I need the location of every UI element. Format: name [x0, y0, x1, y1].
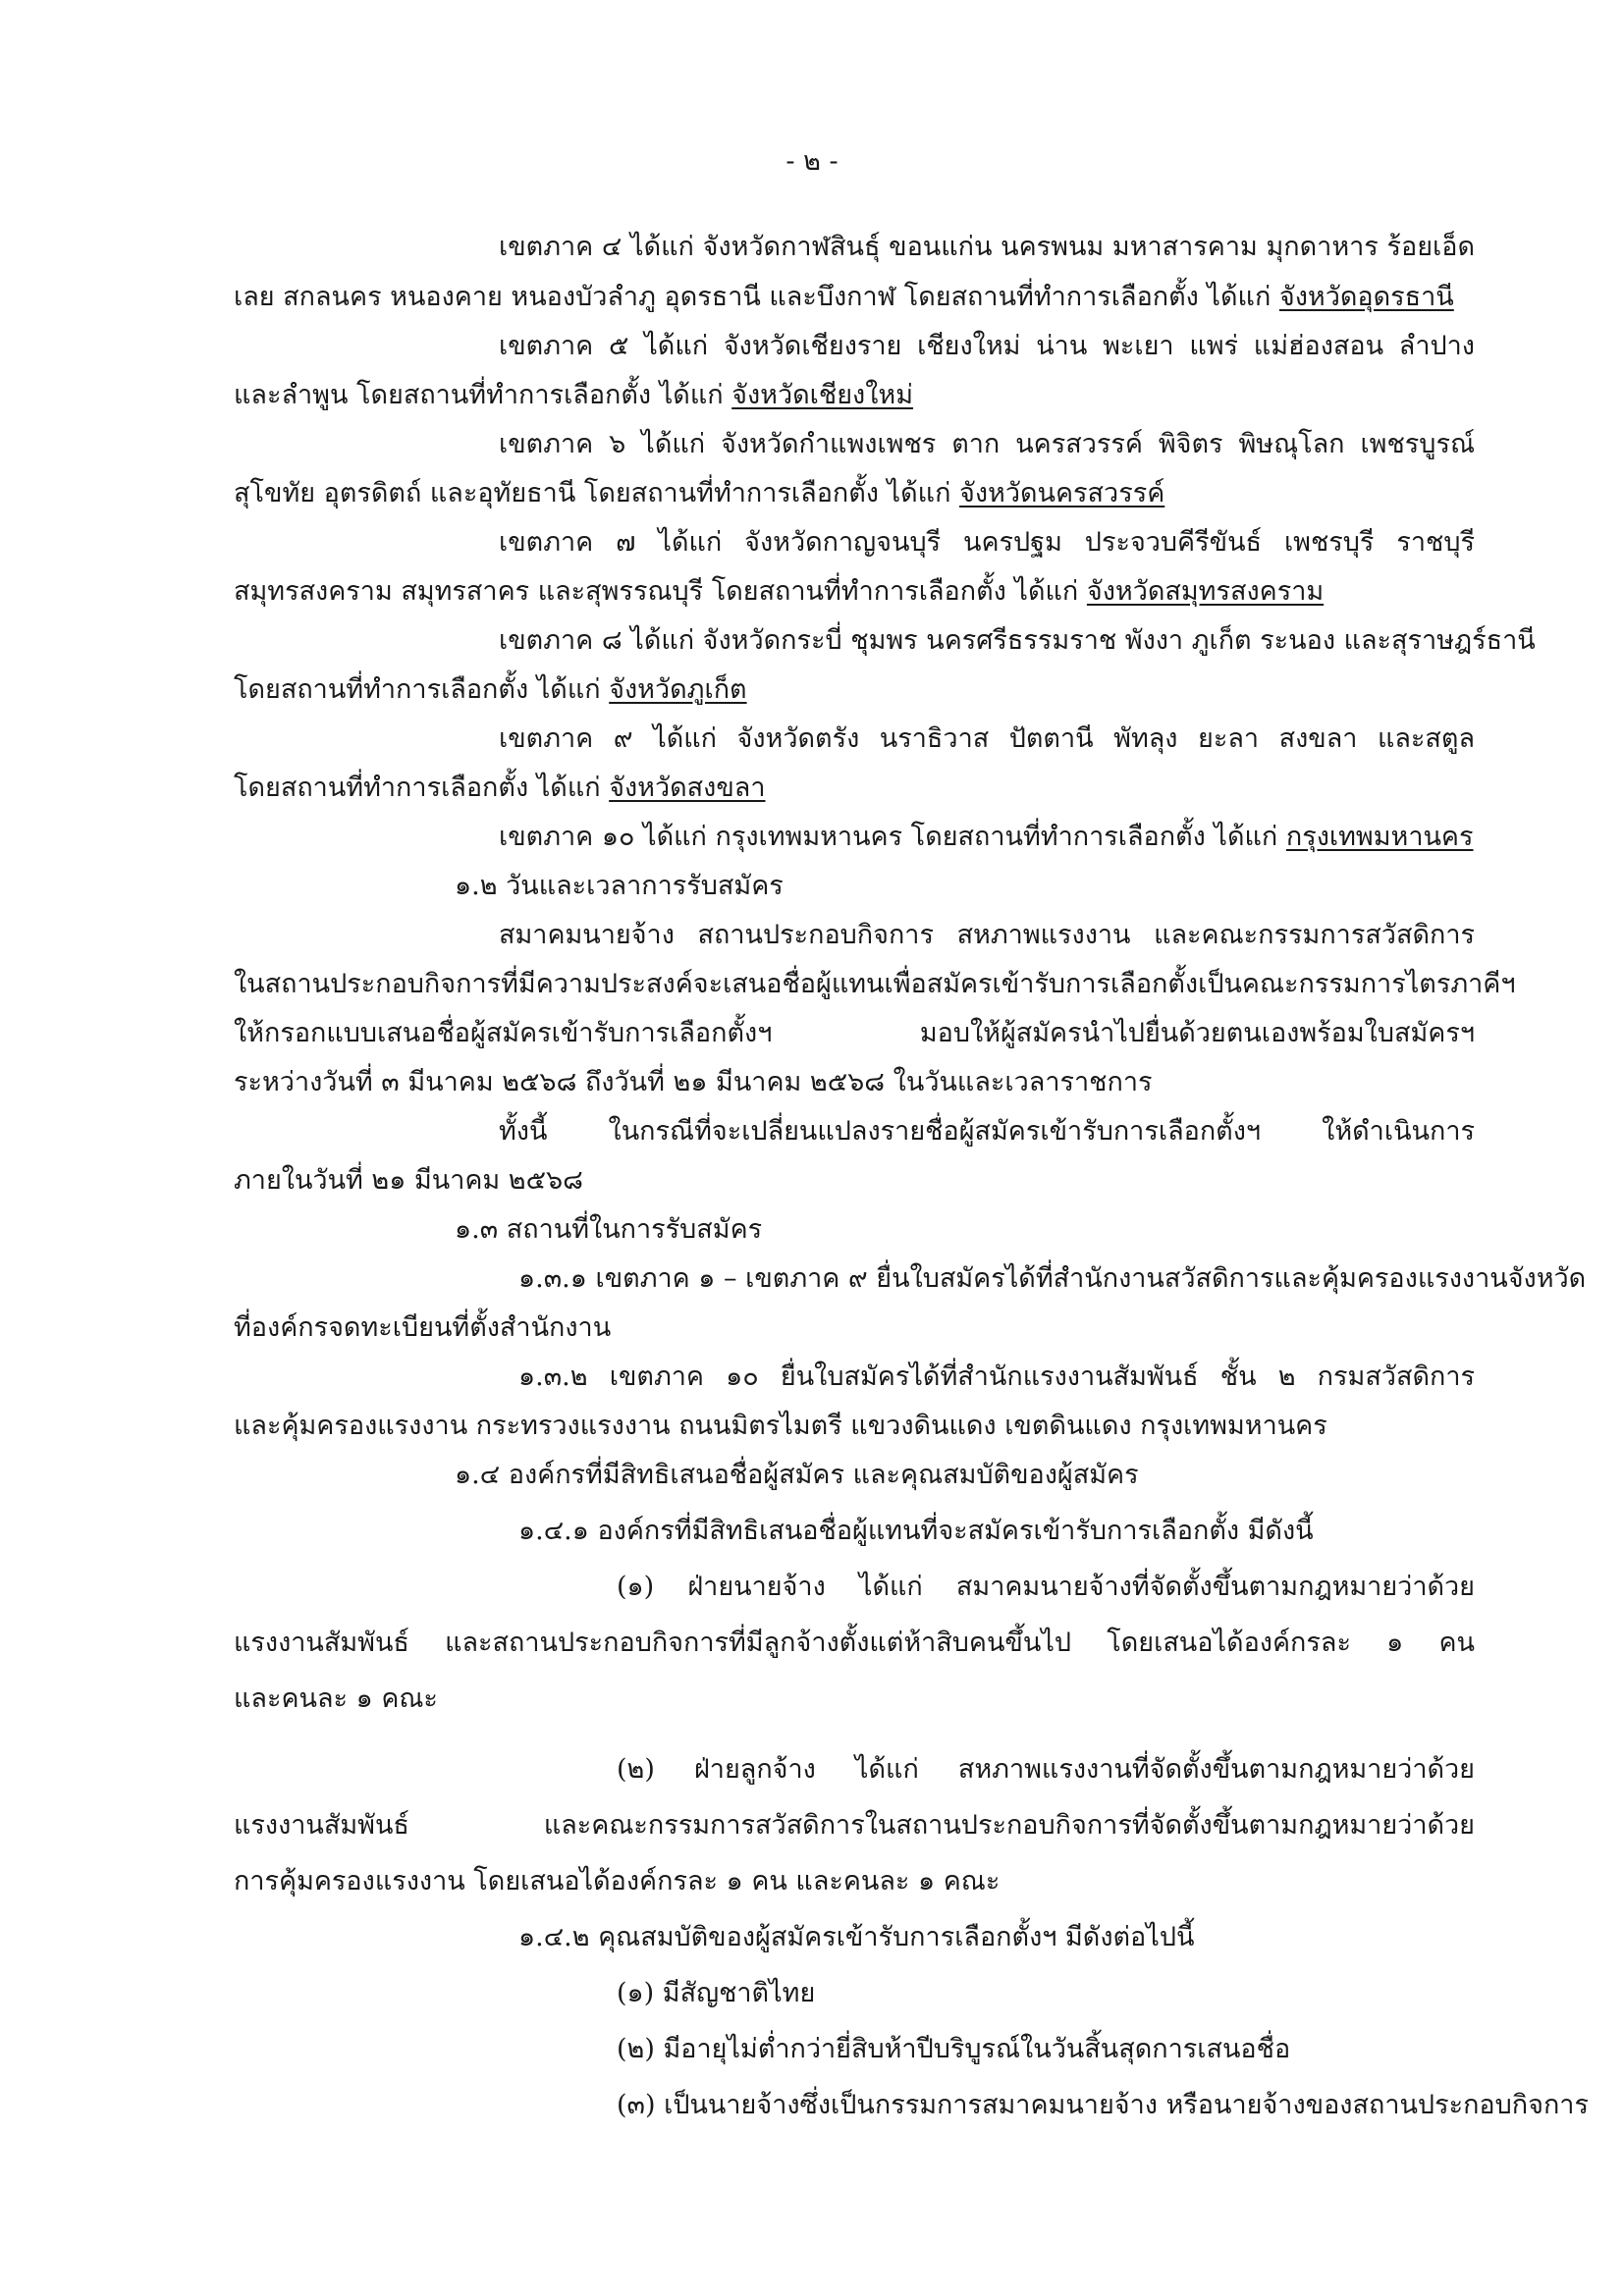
section-1-3-2-line-2: และคุ้มครองแรงงาน กระทรวงแรงงาน ถนนมิตรไมตรี แขวงดินแดง เขตดินแดง กรุงเทพมหานคร	[234, 1411, 1327, 1441]
section-1-2-para-line-2: ในสถานประกอบกิจการที่มีความประสงค์จะเสนอชื่อผู้แทนเพื่อสมัครเข้ารับการเลือกตั้งเป็นคณะกรรมการไตรภาคีฯ	[234, 969, 1516, 999]
section-1-4-2-heading: ๑.๔.๒ คุณสมบัติของผู้สมัครเข้ารับการเลือกตั้งฯ มีดังต่อไปนี้	[518, 1922, 1195, 1952]
region-6-line-2: สุโขทัย อุตรดิตถ์ และอุทัยธานี โดยสถานที่ทำการเลือกตั้ง ได้แก่ จังหวัดนครสวรรค์	[234, 478, 1165, 508]
employee-item-line-2: แรงงานสัมพันธ์ และคณะกรรมการสวัสดิการในสถานประกอบกิจการที่จัดตั้งขึ้นตามกฎหมายว่าด้วย	[234, 1810, 1475, 1841]
region-7-venue: จังหวัดสมุทรสงคราม	[1086, 576, 1325, 607]
region-4-line-2: เลย สกลนคร หนองคาย หนองบัวลำภู อุดรธานี และบึงกาฬ โดยสถานที่ทำการเลือกตั้ง ได้แก่ จังหวัดอุดรธานี	[234, 282, 1454, 312]
region-4-venue: จังหวัดอุดรธานี	[1278, 282, 1454, 312]
section-1-2-heading: ๑.๒ วันและเวลาการรับสมัคร	[455, 871, 784, 901]
section-1-2-para-line-4: ระหว่างวันที่ ๓ มีนาคม ๒๕๖๘ ถึงวันที่ ๒๑ มีนาคม ๒๕๖๘ ในวันและเวลาราชการ	[234, 1067, 1153, 1097]
region-5-line-2: และลำพูน โดยสถานที่ทำการเลือกตั้ง ได้แก่ จังหวัดเชียงใหม่	[234, 380, 914, 410]
section-1-3-1-line-1: ๑.๓.๑ เขตภาค ๑ – เขตภาค ๙ ยื่นใบสมัครได้ที่สำนักงานสวัสดิการและคุ้มครองแรงงานจังหวัด	[518, 1263, 1587, 1294]
region-10-venue: กรุงเทพมหานคร	[1285, 822, 1474, 852]
qualification-3: (๓) เป็นนายจ้างซึ่งเป็นกรรมการสมาคมนายจ้าง หรือนายจ้างของสถานประกอบกิจการ	[617, 2090, 1589, 2120]
page-number: - ๒ -	[785, 146, 839, 177]
region-5-venue: จังหวัดเชียงใหม่	[731, 380, 914, 410]
qualification-1: (๑) มีสัญชาติไทย	[617, 1978, 816, 2008]
region-6-line-1: เขตภาค ๖ ได้แก่ จังหวัดกำแพงเพชร ตาก นครสวรรค์ พิจิตร พิษณุโลก เพชรบูรณ์	[499, 429, 1475, 459]
qualification-2: (๒) มีอายุไม่ต่ำกว่ายี่สิบห้าปีบริบูรณ์ในวันสิ้นสุดการเสนอชื่อ	[617, 2034, 1291, 2064]
section-1-2-para-line-3: ให้กรอกแบบเสนอชื่อผู้สมัครเข้ารับการเลือกตั้งฯ มอบให้ผู้สมัครนำไปยื่นด้วยตนเองพร้อมใบสมัครฯ	[234, 1018, 1475, 1048]
section-1-3-2-line-1: ๑.๓.๒ เขตภาค ๑๐ ยื่นใบสมัครได้ที่สำนักแรงงานสัมพันธ์ ชั้น ๒ กรมสวัสดิการ	[518, 1362, 1475, 1392]
region-5-line-1: เขตภาค ๕ ได้แก่ จังหวัดเชียงราย เชียงใหม่ น่าน พะเยา แพร่ แม่ฮ่องสอน ลำปาง	[499, 331, 1475, 361]
section-1-4-1-heading: ๑.๔.๑ องค์กรที่มีสิทธิเสนอชื่อผู้แทนที่จะสมัครเข้ารับการเลือกตั้ง มีดังนี้	[518, 1516, 1314, 1546]
employee-item-line-3: การคุ้มครองแรงงาน โดยเสนอได้องค์กรละ ๑ คน และคนละ ๑ คณะ	[234, 1866, 1001, 1896]
region-7-line-1: เขตภาค ๗ ได้แก่ จังหวัดกาญจนบุรี นครปฐม ประจวบคีรีขันธ์ เพชรบุรี ราชบุรี	[499, 527, 1475, 558]
region-8-venue: จังหวัดภูเก็ต	[609, 674, 747, 705]
employer-item-line-1: (๑) ฝ่ายนายจ้าง ได้แก่ สมาคมนายจ้างที่จัดตั้งขึ้นตามกฎหมายว่าด้วย	[617, 1572, 1475, 1602]
region-10-line: เขตภาค ๑๐ ได้แก่ กรุงเทพมหานคร โดยสถานที่ทำการเลือกตั้ง ได้แก่ กรุงเทพมหานคร	[499, 822, 1474, 852]
region-4-line-1: เขตภาค ๔ ได้แก่ จังหวัดกาฬสินธุ์ ขอนแก่น นครพนม มหาสารคาม มุกดาหาร ร้อยเอ็ด	[499, 232, 1475, 262]
employer-item-line-2: แรงงานสัมพันธ์ และสถานประกอบกิจการที่มีลูกจ้างตั้งแต่ห้าสิบคนขึ้นไป โดยเสนอได้องค์กรละ ๑ คน	[234, 1628, 1475, 1658]
section-1-4-heading: ๑.๔ องค์กรที่มีสิทธิเสนอชื่อผู้สมัคร และคุณสมบัติของผู้สมัคร	[455, 1460, 1139, 1490]
employer-item-line-3: และคนละ ๑ คณะ	[234, 1683, 438, 1714]
region-9-venue: จังหวัดสงขลา	[609, 773, 766, 803]
region-9-line-1: เขตภาค ๙ ได้แก่ จังหวัดตรัง นราธิวาส ปัตตานี พัทลุง ยะลา สงขลา และสตูล	[499, 723, 1475, 754]
region-7-line-2: สมุทรสงคราม สมุทรสาคร และสุพรรณบุรี โดยสถานที่ทำการเลือกตั้ง ได้แก่ จังหวัดสมุทรสงคราม	[234, 576, 1325, 607]
section-1-2-para-line-6: ภายในวันที่ ๒๑ มีนาคม ๒๕๖๘	[234, 1165, 583, 1196]
region-8-line-1: เขตภาค ๘ ได้แก่ จังหวัดกระบี่ ชุมพร นครศรีธรรมราช พังงา ภูเก็ต ระนอง และสุราษฎร์ธานี	[499, 625, 1536, 656]
employee-item-line-1: (๒) ฝ่ายลูกจ้าง ได้แก่ สหภาพแรงงานที่จัดตั้งขึ้นตามกฎหมายว่าด้วย	[617, 1754, 1475, 1785]
section-1-2-para-line-5: ทั้งนี้ ในกรณีที่จะเปลี่ยนแปลงรายชื่อผู้สมัครเข้ารับการเลือกตั้งฯ ให้ดำเนินการ	[499, 1116, 1475, 1147]
section-1-3-heading: ๑.๓ สถานที่ในการรับสมัคร	[455, 1214, 763, 1245]
region-9-line-2: โดยสถานที่ทำการเลือกตั้ง ได้แก่ จังหวัดสงขลา	[234, 773, 766, 803]
section-1-2-para-line-1: สมาคมนายจ้าง สถานประกอบกิจการ สหภาพแรงงาน และคณะกรรมการสวัสดิการ	[499, 920, 1475, 950]
section-1-3-1-line-2: ที่องค์กรจดทะเบียนที่ตั้งสำนักงาน	[234, 1312, 612, 1343]
region-6-venue: จังหวัดนครสวรรค์	[959, 478, 1165, 508]
region-8-line-2: โดยสถานที่ทำการเลือกตั้ง ได้แก่ จังหวัดภูเก็ต	[234, 674, 747, 705]
